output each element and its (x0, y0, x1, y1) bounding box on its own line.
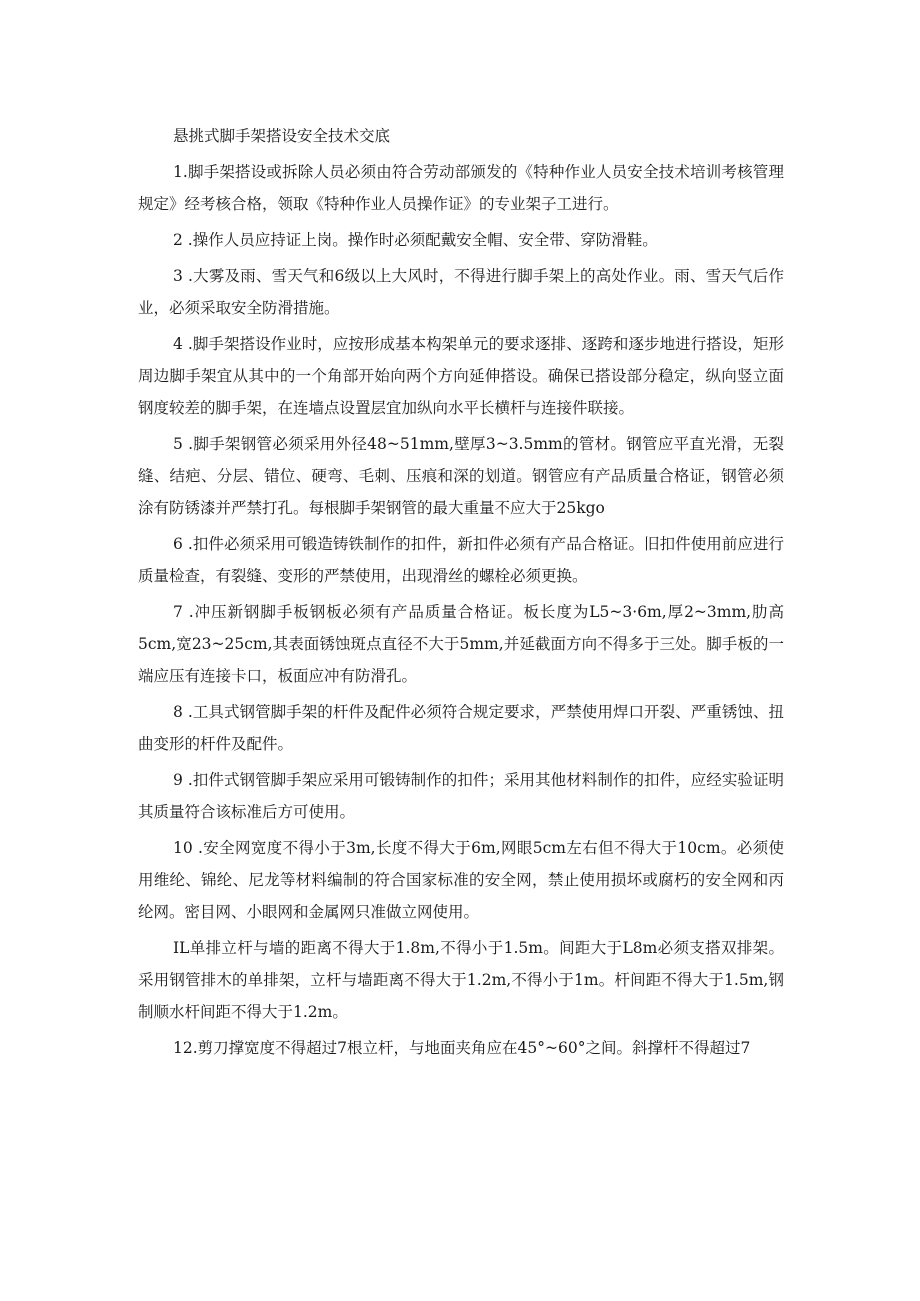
paragraph-8: 8 .工具式钢管脚手架的杆件及配件必须符合规定要求，严禁使用焊口开裂、严重锈蚀、扭曲变形的杆件及配件。 (138, 703, 784, 753)
paragraph-10: 10 .安全网宽度不得小于3m,长度不得大于6m,网眼5cm左右但不得大于10cm。必须使用维纶、锦纶、尼龙等材料编制的符合国家标准的安全网，禁止使用损坏或腐朽的安全网和丙纶网。密目网、小眼网和金属网只准做立网使用。 (138, 839, 784, 921)
paragraph-5: 5 .脚手架钢管必须采用外径48~51mm,壁厚3~3.5mm的管材。钢管应平直光滑，无裂缝、结疤、分层、错位、硬弯、毛刺、压痕和深的划道。钢管应有产品质量合格证，钢管必须涂有防锈漆并严禁打孔。每根脚手架钢管的最大重量不应大于25kgo (138, 435, 784, 517)
paragraph-1: 1.脚手架搭设或拆除人员必须由符合劳动部颁发的《特种作业人员安全技术培训考核管理规定》经考核合格，领取《特种作业人员操作证》的专业架子工进行。 (138, 163, 784, 213)
paragraph-4: 4 .脚手架搭设作业时，应按形成基本构架单元的要求逐排、逐跨和逐步地进行搭设，矩形周边脚手架宜从其中的一个角部开始向两个方向延伸搭设。确保已搭设部分稳定，纵向竖立面钢度较差的脚手架，在连墙点设置层宜加纵向水平长横杆与连接件联接。 (138, 335, 784, 417)
paragraph-2: 2 .操作人员应持证上岗。操作时必须配戴安全帽、安全带、穿防滑鞋。 (173, 231, 658, 249)
paragraph-3: 3 .大雾及雨、雪天气和6级以上大风时，不得进行脚手架上的高处作业。雨、雪天气后作业，必须采取安全防滑措施。 (138, 267, 784, 317)
paragraph-7: 7 .冲压新钢脚手板钢板必须有产品质量合格证。板长度为L5~3·6m,厚2~3mm,肋高5cm,宽23~25cm,其表面锈蚀斑点直径不大于5mm,并延截面方向不得多于三处。脚手板的一端应压有连接卡口，板面应冲有防滑孔。 (138, 603, 784, 685)
paragraph-12: 12.剪刀撑宽度不得超过7根立杆，与地面夹角应在45°~60°之间。斜撑杆不得超过7 (173, 1039, 751, 1057)
paragraph-11: IL单排立杆与墙的距离不得大于1.8m,不得小于1.5m。间距大于L8m必须支搭双排架。采用钢管排木的单排架，立杆与墙距离不得大于1.2m,不得小于1m。杆间距不得大于1.5m,钢制顺水杆间距不得大于1.2m。 (138, 939, 784, 1021)
paragraph-6: 6 .扣件必须采用可锻造铸铁制作的扣件，新扣件必须有产品合格证。旧扣件使用前应进行质量检查，有裂缝、变形的严禁使用，出现滑丝的螺栓必须更换。 (138, 535, 784, 585)
paragraph-9: 9 .扣件式钢管脚手架应采用可锻铸制作的扣件；采用其他材料制作的扣件，应经实验证明其质量符合该标准后方可使用。 (138, 771, 784, 821)
document-title: 悬挑式脚手架搭设安全技术交底 (173, 127, 391, 145)
document-body (138, 120, 784, 1068)
